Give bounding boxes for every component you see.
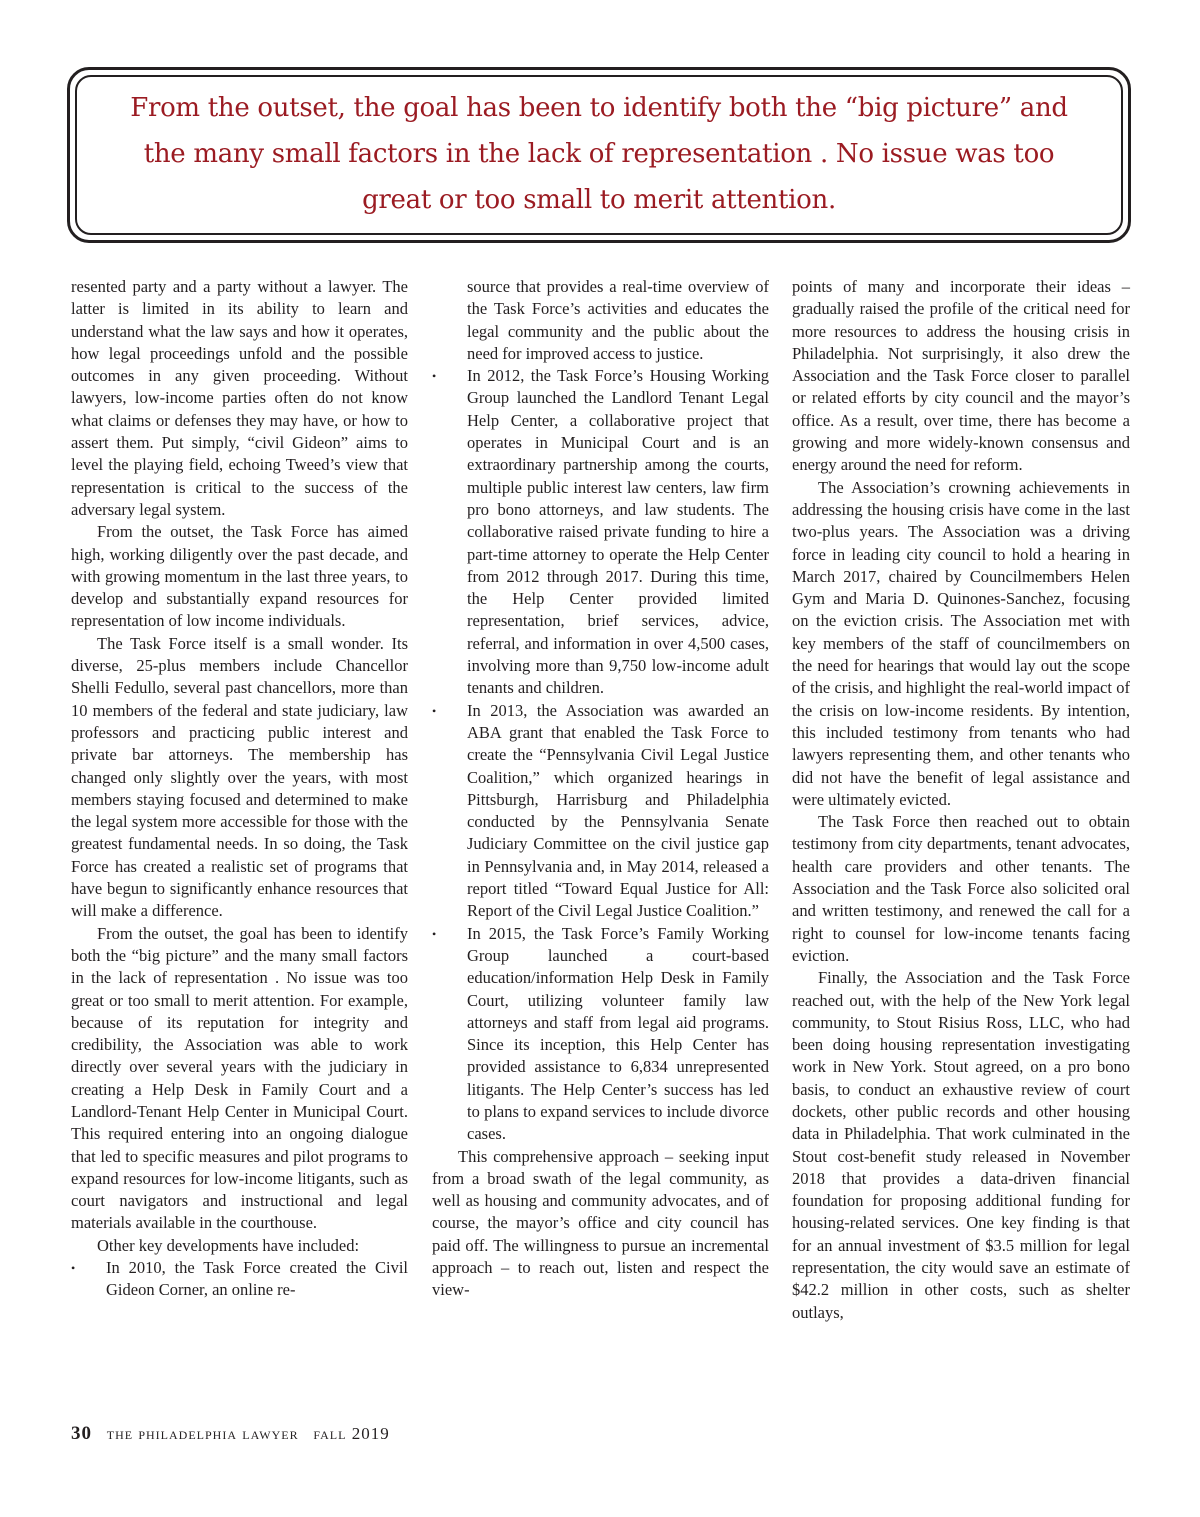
- page-number: 30: [71, 1423, 92, 1444]
- page-footer: [71, 1423, 390, 1445]
- bullet-icon: •: [432, 369, 437, 384]
- bullet-icon: •: [71, 1261, 76, 1276]
- list-item: [432, 365, 769, 699]
- bullet-icon: •: [432, 926, 437, 941]
- list-item-text: In 2010, the Task Force created the Civil Gideon Corner, an online re-: [106, 1258, 408, 1300]
- pull-quote-box: [67, 67, 1131, 243]
- list-item-continuation: source that provides a real-time overview of the Task Force’s activities and educates the legal community and the public about the need for improved access to justice.: [467, 277, 769, 363]
- article-column-1: [71, 276, 408, 1302]
- paragraph: points of many and incorporate their ideas – gradually raised the profile of the critical need for more resources to address the housing crisis in Philadelphia. Not surprisingly, it also drew the Association and the Task Force closer to parallel or related efforts by city council and the mayor’s office. As a result, over time, there has become a growing and more widely-known consensus and energy around the need for reform.: [792, 277, 1130, 475]
- paragraph: Other key developments have included:: [97, 1235, 360, 1255]
- bullet-list: [432, 365, 769, 1145]
- paragraph: This comprehensive approach – seeking input from a broad swath of the legal community, as well as housing and community advocates, and of course, the mayor’s office and city council has paid off. The willingness to pursue an incremental approach – to reach out, listen and respect the view-: [432, 1146, 769, 1300]
- list-item-text: In 2012, the Task Force’s Housing Working Group launched the Landlord Tenant Legal Help Center, a collaborative project that operates in Municipal Court and is an extraordinary partnership among the courts, multiple public interest law centers, law firm pro bono attorneys, and law students. The collaborative raised private funding to hire a part-time attorney to operate the Help Center from 2012 through 2017. During this time, the Help Center provided limited representation, brief services, advice, referral, and information in over 4,500 cases, involving more than 9,750 low-income adult tenants and children.: [467, 366, 769, 698]
- list-item: [71, 1257, 408, 1302]
- paragraph: Finally, the Association and the Task Force reached out, with the help of the New York legal community, to Stout Risius Ross, LLC, who had been doing housing representation investigating work in New York. Stout agreed, on a pro bono basis, to conduct an exhaustive review of court dockets, other public records and other housing data in Philadelphia. That work culminated in the Stout cost-benefit study released in November 2018 that provides a data-driven financial foundation for proposing additional funding for housing-related services. One key finding is that for an annual investment of $3.5 million for legal representation, the city would save an estimate of $42.2 million in other costs, such as shelter outlays,: [792, 968, 1130, 1322]
- article-column-2: [432, 276, 769, 1302]
- list-item: [432, 700, 769, 923]
- pull-quote-text: From the outset, the goal has been to identify both the “big picture” and the many small factors in the lack of representation . No issue was too great or too small to merit attention.: [130, 93, 1068, 215]
- article-column-3: [792, 276, 1130, 1324]
- list-item-text: In 2013, the Association was awarded an ABA grant that enabled the Task Force to create the “Pennsylvania Civil Legal Justice Coalition,” which organized hearings in Pittsburgh, Harrisburg and Philadelphia conducted by the Pennsylvania Senate Judiciary Committee on the civil justice gap in Pennsylvania and, in May 2014, released a report titled “Toward Equal Justice for All: Report of the Civil Legal Justice Coalition.”: [467, 700, 769, 921]
- paragraph: From the outset, the Task Force has aimed high, working diligently over the past decade, and with growing momentum in the last three years, to develop and substantially expand resources for representation of low income individuals.: [71, 522, 408, 631]
- paragraph: From the outset, the goal has been to identify both the “big picture” and the many small factors in the lack of representation . No issue was too great or too small to merit attention. For example, because of its reputation for integrity and credibility, the Association was able to work directly over several years with the judiciary in creating a Help Desk in Family Court and a Landlord-Tenant Help Center in Municipal Court. This required entering into an ongoing dialogue that led to specific measures and pilot programs to expand resources for low-income litigants, such as court navigators and instructional and legal materials available in the courthouse.: [71, 923, 408, 1233]
- paragraph: The Task Force then reached out to obtain testimony from city departments, tenant advocates, health care providers and other tenants. The Association and the Task Force also solicited oral and written testimony, and renewed the call for a right to counsel for low-income tenants facing eviction.: [792, 812, 1130, 965]
- paragraph: The Task Force itself is a small wonder. Its diverse, 25-plus members include Chancellor Shelli Fedullo, several past chancellors, more than 10 members of the federal and state judiciary, law professors and practicing public interest and private bar attorneys. The membership has changed only slightly over the years, with most members staying focused and determined to make the legal system more accessible for those with the greatest fundamental needs. In so doing, the Task Force has created a realistic set of programs that have begun to significantly enhance resources that will make a difference.: [71, 633, 408, 921]
- list-item-text: In 2015, the Task Force’s Family Working Group launched a court-based education/information Help Desk in Family Court, utilizing volunteer family law attorneys and staff from legal aid programs. Since its inception, this Help Center has provided assistance to 6,834 unrepresented litigants. The Help Center’s success has led to plans to expand services to include divorce cases.: [467, 923, 769, 1144]
- bullet-list: [71, 1257, 408, 1302]
- paragraph: The Association’s crowning achievements in addressing the housing crisis have come in the last two-plus years. The Association was a driving force in leading city council to hold a hearing in March 2017, chaired by Councilmembers Helen Gym and Maria D. Quinones-Sanchez, focusing on the eviction crisis. The Association met with key members of the staff of councilmembers on the need for hearings that would lay out the scope of the crisis, and highlight the real-world impact of the crisis on low-income residents. By intention, this included testimony from tenants who had lawyers representing them, and other tenants who did not have the benefit of legal assistance and were ultimately evicted.: [792, 477, 1130, 809]
- issue-label: fall 2019: [313, 1424, 390, 1443]
- paragraph: resented party and a party without a lawyer. The latter is limited in its ability to learn and understand what the law says and how it operates, how legal proceedings unfold and the possible outcomes in any given proceeding. Without lawyers, low-income parties often do not know what claims or defenses they may have, or how to assert them. Put simply, “civil Gideon” aims to level the playing field, echoing Tweed’s view that representation is critical to the success of the adversary legal system.: [71, 277, 408, 519]
- publication-name: the philadelphia lawyer: [106, 1424, 299, 1443]
- list-item: [432, 923, 769, 1146]
- bullet-icon: •: [432, 703, 437, 718]
